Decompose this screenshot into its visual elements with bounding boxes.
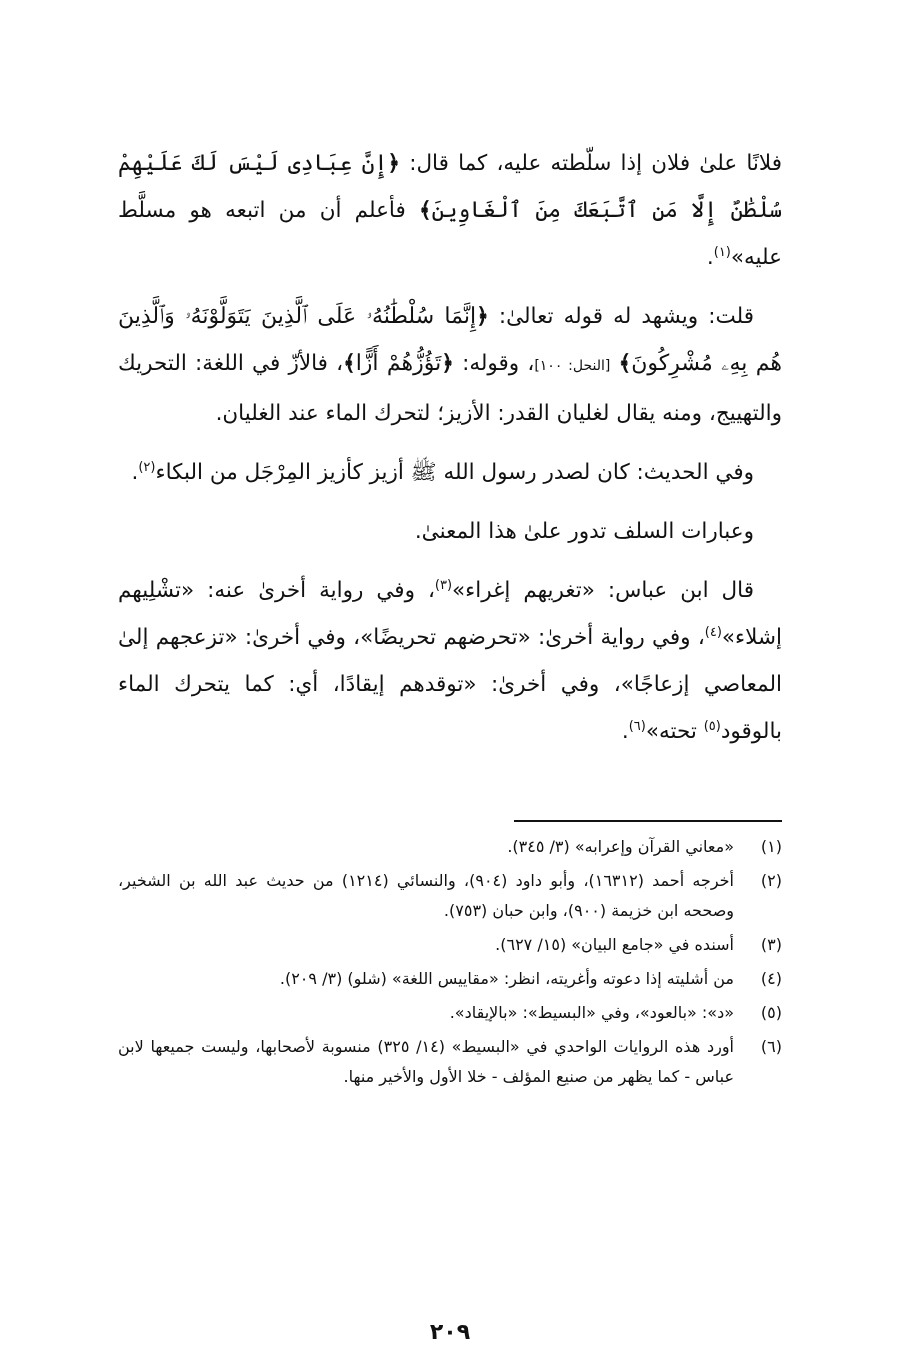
footnote-marker[interactable]: (٣) — [434, 577, 453, 593]
footnote-number: (٦) — [760, 1037, 782, 1056]
footnote-5 — [118, 998, 782, 1028]
text-run: . — [706, 245, 714, 270]
footnote-marker[interactable]: (٢) — [138, 459, 156, 475]
quran-open-bracket: ﴿ — [387, 151, 401, 176]
footnote-number: (٤) — [760, 969, 782, 988]
page-number: ٢٠٩ — [429, 1320, 471, 1345]
footnote-2 — [118, 866, 782, 926]
text-run: ، وقوله: — [453, 351, 535, 376]
footnote-marker[interactable]: (١) — [713, 244, 731, 260]
footnote-number: (٢) — [760, 871, 782, 890]
footnote-3 — [118, 930, 782, 960]
book-page — [118, 140, 783, 1345]
text-run: ، وفي رواية أخرىٰ: «تحرضهم تحريضًا»، وفي أخرىٰ: «تزعجهم إلىٰ المعاصي إزعاجًا»، وفي أخرىٰ: «توقدهم إيقادًا، أي: كما يتحرك الماء بالوقود — [118, 625, 782, 744]
footnotes-section — [118, 820, 782, 1096]
footnote-number: (٣) — [760, 935, 782, 954]
footnote-text: أورد هذه الروايات الواحدي في «البسيط» (١٤/ ٣٢٥) منسوبة لأصحابها، وليست جميعها لابن عباس - كما يظهر من صنيع المؤلف - خلا الأول والأخير منها. — [118, 1037, 734, 1086]
quran-verse: إِنَّ عِبَادِى لَيْسَ لَكَ عَلَيْهِمْ سُلْطَٰنٌ إِلَّا مَنِ ٱتَّبَعَكَ مِنَ ٱلْغَاوِينَ — [118, 151, 783, 223]
text-run: ، وفي رواية أخرىٰ عنه: «تشْلِيهم إشلاء» — [118, 578, 782, 650]
footnote-number: (٥) — [760, 1003, 782, 1022]
text-run: فأعلم أن من اتبعه هو مسلَّط عليه» — [118, 198, 782, 270]
quran-verse: إِنَّمَا سُلْطَٰنُهُۥ عَلَى ٱلَّذِينَ يَتَوَلَّوْنَهُۥ وَٱلَّذِينَ هُم بِهِۦ مُشْرِكُونَ — [118, 304, 782, 376]
footnote-4 — [118, 964, 782, 994]
footnote-marker[interactable]: (٤) — [704, 624, 722, 640]
footnote-text: أسنده في «جامع البيان» (١٥/ ٦٢٧). — [495, 935, 734, 954]
footnote-text: «د»: «بالعود»، وفي «البسيط»: «بالإيقاد». — [449, 1003, 734, 1022]
quran-verse: تَؤُزُّهُمْ أَزًّا — [355, 351, 442, 376]
footnote-divider — [514, 820, 782, 822]
text-run: ، فالأزّ في اللغة: التحريك والتهييج، ومنه يقال لغليان القدر: الأزيز؛ لتحرك الماء عند الغليان. — [118, 351, 782, 426]
text-run: . — [621, 719, 629, 744]
quran-close-bracket: ﴾ — [618, 351, 632, 376]
footnote-marker[interactable]: (٦) — [628, 718, 646, 734]
paragraph-3 — [118, 449, 782, 496]
text-run: . — [131, 460, 139, 485]
footnote-6 — [118, 1032, 782, 1092]
quran-close-bracket: ﴾ — [418, 198, 432, 223]
footnote-text: من أشليته إذا دعوته وأغريته، انظر: «مقاييس اللغة» (شلو) (٣/ ٢٠٩). — [279, 969, 734, 988]
main-text — [118, 140, 782, 755]
footnote-1 — [118, 832, 782, 862]
quran-open-bracket: ﴿ — [476, 304, 489, 329]
paragraph-2 — [118, 293, 782, 437]
text-run: قلت: ويشهد له قوله تعالىٰ: — [488, 304, 754, 329]
quran-open-bracket: ﴿ — [441, 351, 454, 376]
quran-close-bracket: ﴾ — [343, 351, 356, 376]
footnote-marker[interactable]: (٥) — [703, 718, 721, 734]
text-run: قال ابن عباس: «تغريهم إغراء» — [452, 578, 755, 603]
text-run: وفي الحديث: كان لصدر رسول الله ﷺ أزيز كأزيز المِرْجَل من البكاء — [155, 460, 754, 485]
footnote-number: (١) — [760, 837, 782, 856]
verse-reference: [النحل: ١٠٠] — [534, 358, 611, 374]
text-run: فلانًا علىٰ فلان إذا سلّطته عليه، كما قال: — [400, 151, 782, 176]
paragraph-1 — [118, 140, 782, 281]
paragraph-5 — [118, 567, 782, 755]
footnote-text: «معاني القرآن وإعرابه» (٣/ ٣٤٥). — [507, 837, 734, 856]
footnote-text: أخرجه أحمد (١٦٣١٢)، وأبو داود (٩٠٤)، والنسائي (١٢١٤) من حديث عبد الله بن الشخير، وصححه ابن خزيمة (٩٠٠)، وابن حبان (٧٥٣). — [118, 871, 734, 920]
footnote-list — [118, 832, 782, 1092]
text-run: وعبارات السلف تدور علىٰ هذا المعنىٰ. — [414, 519, 754, 544]
paragraph-4 — [118, 508, 782, 555]
text-run: تحته» — [645, 719, 704, 744]
